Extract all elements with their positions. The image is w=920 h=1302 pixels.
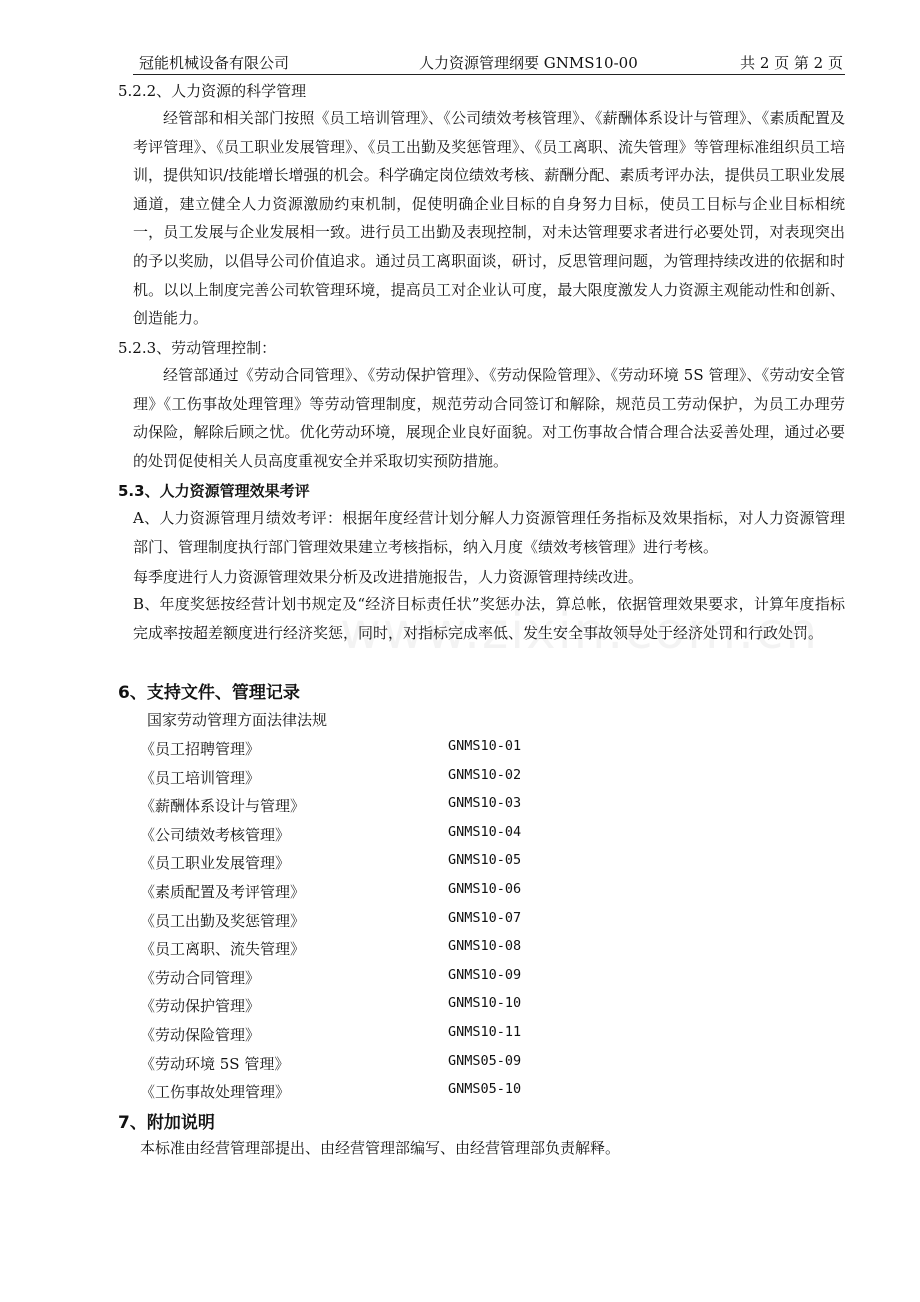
doc-name: 《劳动环境 5S 管理》 <box>140 1054 290 1073</box>
doc-name: 《员工职业发展管理》 <box>140 854 291 873</box>
doc-code: GNMS10-06 <box>448 880 522 897</box>
list-item <box>140 1022 560 1051</box>
doc-code: GNMS10-11 <box>448 1023 522 1040</box>
paragraph-5-3-a: A、人力资源管理月绩效考评：根据年度经营计划分解人力资源管理任务指标及效果指标，对人力资源管理部门、管理制度执行部门管理效果建立考核指标，纳入月度《绩效考核管理》进行考核。 <box>133 509 845 556</box>
list-item <box>140 850 560 879</box>
doc-name: 《员工招聘管理》 <box>140 740 261 758</box>
header-doc-title: 人力资源管理纲要 GNMS10-00 <box>419 54 638 72</box>
paragraph-5-2-2: 经管部和相关部门按照《员工培训管理》、《公司绩效考核管理》、《薪酬体系设计与管理》、《素质配置及考评管理》、《员工职业发展管理》、《员工出勤及奖惩管理》、《员工离职、流失管理》等管理标准组织员工培训，提供知识/技能增长增强的机会。科学确定岗位绩效考核、薪酬分配、素质考评办法，提供员工职业发展通道，建立健全人力资源激励约束机制，促使明确企业目标的自身努力目标，使员工目标与企业目标相统一，员工发展与企业发展相一致。进行员工出勤及表现控制，对未达管理要求者进行必要处罚，对表现突出的予以奖励，以倡导公司价值追求。通过员工离职面谈，研讨，反思管理问题，为管理持续改进的依据和时机。以以上制度完善公司软管理环境，提高员工对企业认可度，最大限度激发人力资源主观能动性和创新、创造能力。 <box>133 109 845 328</box>
paragraph-7: 本标准由经营管理部提出、由经营管理部编写、由经营管理部负责解释。 <box>140 1139 621 1157</box>
list-item <box>140 965 560 994</box>
doc-name: 《员工离职、流失管理》 <box>140 940 306 959</box>
doc-name: 《素质配置及考评管理》 <box>140 882 306 901</box>
doc-code: GNMS10-03 <box>448 795 522 812</box>
list-item <box>140 993 560 1022</box>
page-header <box>133 50 845 75</box>
doc-code: GNMS10-02 <box>448 766 522 783</box>
heading-5-3: 5.3、人力资源管理效果考评 <box>118 482 310 500</box>
list-item <box>140 736 560 765</box>
doc-code: GNMS10-04 <box>448 823 522 840</box>
doc-code: GNMS10-08 <box>448 938 522 955</box>
heading-5-2-3: 5.2.3、劳动管理控制： <box>118 339 277 357</box>
document-list <box>140 736 560 1108</box>
list-item <box>140 822 560 851</box>
doc-code: GNMS10-05 <box>448 852 522 869</box>
list-item <box>140 879 560 908</box>
paragraph-5-3-b: B、年度奖惩按经营计划书规定及“经济目标责任状”奖惩办法，算总帐，依据管理效果要求，计算年度指标完成率按超差额度进行经济奖惩，同时，对指标完成率低、发生安全事故领导处于经济处罚和行政处罚。 <box>133 595 845 642</box>
list-item <box>140 1051 560 1080</box>
list-item <box>140 793 560 822</box>
doc-name: 《劳动保险管理》 <box>140 1025 261 1044</box>
doc-code: GNMS10-09 <box>448 966 522 983</box>
list-item <box>140 765 560 794</box>
doc-name: 《工伤事故处理管理》 <box>140 1083 291 1102</box>
doc-code: GNMS05-10 <box>448 1081 522 1098</box>
doc-code: GNMS10-01 <box>448 738 522 754</box>
heading-7: 7、附加说明 <box>118 1113 215 1133</box>
paragraph-5-2-3: 经管部通过《劳动合同管理》、《劳动保护管理》、《劳动保险管理》、《劳动环境 5S 管理》、《劳动安全管理》《工伤事故处理管理》等劳动管理制度，规范劳动合同签订和解除，规范员工劳动保护，为员工办理劳动保险，解除后顾之忧。优化劳动环境，展现企业良好面貌。对工伤事故合情合理合法妥善处理，通过必要的处罚促使相关人员高度重视安全并采取切实预防措施。 <box>133 366 845 470</box>
paragraph-5-3-quarterly: 每季度进行人力资源管理效果分析及改进措施报告，人力资源管理持续改进。 <box>133 568 644 586</box>
header-page-number: 共 2 页 第 2 页 <box>740 54 843 72</box>
heading-6: 6、支持文件、管理记录 <box>118 683 300 703</box>
doc-code: GNMS05-09 <box>448 1052 522 1069</box>
heading-5-2-2: 5.2.2、人力资源的科学管理 <box>118 82 307 100</box>
list-item <box>140 1079 560 1108</box>
list-item <box>140 936 560 965</box>
doc-code: GNMS10-07 <box>448 909 522 926</box>
doc-name: 《员工出勤及奖惩管理》 <box>140 911 306 930</box>
doc-name: 《薪酬体系设计与管理》 <box>140 797 306 816</box>
doc-name: 《员工培训管理》 <box>140 768 261 787</box>
doc-name: 《公司绩效考核管理》 <box>140 825 291 844</box>
doc-name: 《劳动合同管理》 <box>140 968 261 987</box>
law-reference: 国家劳动管理方面法律法规 <box>147 711 328 729</box>
doc-code: GNMS10-10 <box>448 995 522 1012</box>
doc-name: 《劳动保护管理》 <box>140 997 261 1016</box>
header-company: 冠能机械设备有限公司 <box>139 54 290 72</box>
list-item <box>140 908 560 937</box>
